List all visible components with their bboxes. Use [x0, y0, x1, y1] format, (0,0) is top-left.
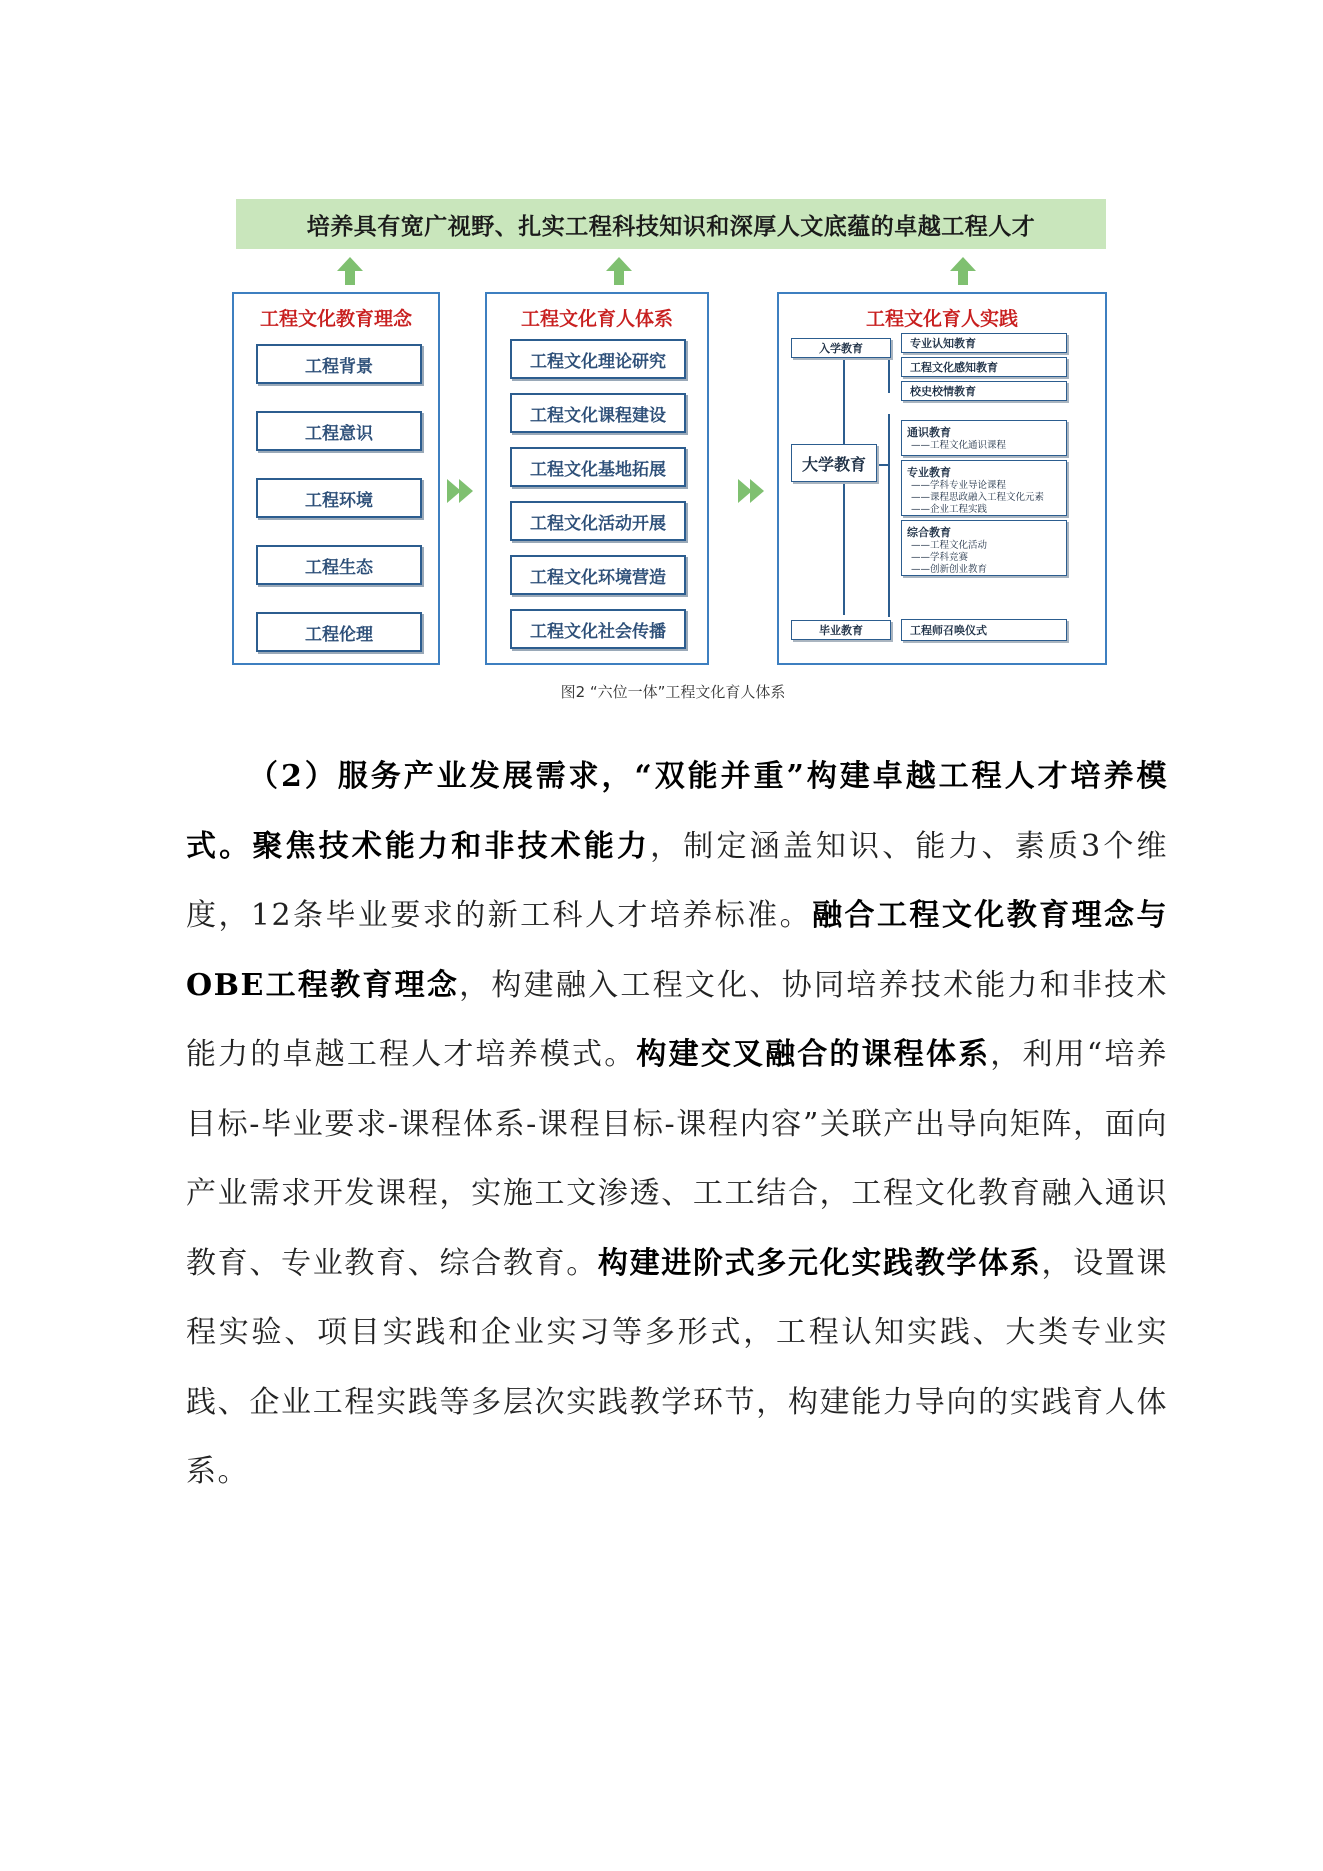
box-head: 综合教育 [907, 526, 951, 539]
text-segment: ，设置课程实验、项目实践和企业实习等多形式，工程认知实践、大类专业实践、企业工程实践等多层次实践教学环节，构建能力导向的实践育人体系。 [186, 1245, 1169, 1489]
panel-title: 工程文化育人体系 [520, 308, 673, 330]
system-item: 工程文化环境营造 [510, 555, 686, 595]
system-item: 工程文化社会传播 [510, 609, 686, 649]
panel-education-philosophy [232, 292, 440, 665]
text-segment: 聚焦技术能力和非技术能力 [252, 828, 651, 864]
text-segment: （2）服务产业发展需求，“双能并重”构建卓越工程人才培养模式。 [186, 759, 1168, 864]
panel-title: 工程文化育人实践 [865, 308, 1018, 330]
figure-six-in-one-system [232, 197, 1114, 701]
goal-banner: 培养具有宽广视野、扎实工程科技知识和深厚人文底蕴的卓越工程人才 [236, 199, 1106, 249]
right-arrow-icon [447, 476, 477, 506]
box-sub: ——课程思政融入工程文化元素 [911, 492, 1045, 503]
box-head: 通识教育 [907, 426, 951, 439]
panel-title: 工程文化教育理念 [259, 308, 412, 330]
system-item: 工程文化课程建设 [510, 393, 686, 433]
comprehensive-education-box [901, 520, 1067, 576]
system-item: 工程文化基地拓展 [510, 447, 686, 487]
philosophy-item: 工程伦理 [256, 612, 422, 652]
right-arrow-icon [738, 476, 768, 506]
entry-item: 工程文化感知教育 [901, 357, 1067, 377]
connector-line [843, 355, 845, 615]
panel-education-system [485, 292, 709, 665]
stage-university: 大学教育 [791, 444, 877, 482]
box-sub: ——工程文化通识课程 [911, 440, 1007, 451]
text-segment: 构建交叉融合的课程体系 [636, 1037, 991, 1072]
up-arrow-icon [606, 257, 632, 285]
text-segment: ，制定涵盖知识、能力、素质3个维度，12条毕业要求的新工科人才培养标准。 [186, 828, 1169, 933]
connector-line [888, 414, 890, 617]
figure-caption: 图2 “六位一体”工程文化育人体系 [560, 683, 786, 701]
up-arrow-icon [337, 257, 363, 285]
up-arrow-icon [950, 257, 976, 285]
system-item: 工程文化活动开展 [510, 501, 686, 541]
system-item: 工程文化理论研究 [510, 339, 686, 379]
stage-graduation: 毕业教育 [791, 620, 891, 640]
entry-item: 校史校情教育 [901, 381, 1067, 401]
box-sub: ——企业工程实践 [911, 504, 988, 515]
connector-line [877, 464, 888, 466]
box-sub: ——工程文化活动 [911, 540, 988, 551]
major-education-box [901, 460, 1067, 516]
text-segment: 融合工程文化教育理念与OBE工程教育理念 [186, 898, 1168, 1003]
box-sub: ——创新创业教育 [911, 564, 988, 575]
philosophy-item: 工程意识 [256, 411, 422, 451]
box-sub: ——学科专业导论课程 [911, 480, 1007, 491]
graduation-item: 工程师召唤仪式 [901, 619, 1067, 641]
text-segment: 构建进阶式多元化实践教学体系 [597, 1245, 1042, 1281]
general-education-box [901, 420, 1067, 456]
body-paragraph [186, 742, 1168, 1507]
box-head: 专业教育 [907, 466, 951, 479]
philosophy-item: 工程生态 [256, 545, 422, 585]
panel-education-practice [777, 292, 1107, 665]
text-segment: ，构建融入工程文化、协同培养技术能力和非技术能力的卓越工程人才培养模式。 [186, 967, 1168, 1072]
box-sub: ——学科竞赛 [911, 552, 969, 563]
text-segment: ，利用“培养目标-毕业要求-课程体系-课程目标-课程内容”关联产出导向矩阵，面向产业需求开发课程，实施工文渗透、工工结合，工程文化教育融入通识教育、专业教育、综合教育。 [186, 1037, 1168, 1281]
philosophy-item: 工程背景 [256, 344, 422, 384]
philosophy-item: 工程环境 [256, 478, 422, 518]
entry-item: 专业认知教育 [901, 333, 1067, 353]
stage-entry: 入学教育 [791, 338, 891, 358]
paragraph-text [186, 742, 1168, 1507]
